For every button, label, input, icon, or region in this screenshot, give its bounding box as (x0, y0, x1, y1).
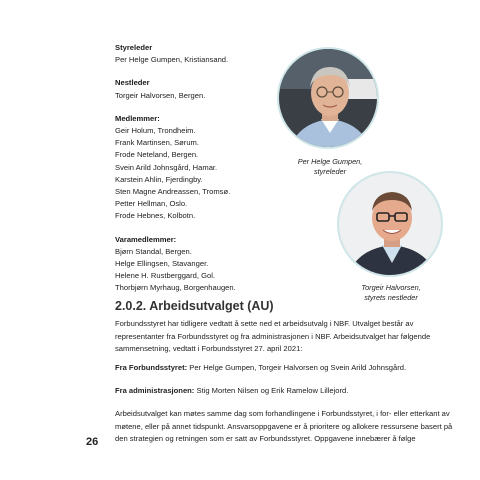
caption-chair-role: styreleder (313, 167, 347, 176)
paragraph-from-board (115, 362, 455, 375)
member-item: Svein Arild Johnsgård, Hamar. (115, 162, 218, 172)
deputies-heading: Varamedlemmer: (115, 234, 177, 244)
deputy-item: Bjørn Standal, Bergen. (115, 246, 192, 256)
members-heading: Medlemmer: (115, 113, 160, 123)
portrait-chair-image (279, 49, 379, 149)
vice-name: Torgeir Halvorsen, Bergen. (115, 90, 206, 100)
paragraph-from-admin (115, 385, 455, 398)
chair-heading: Styreleder (115, 43, 153, 52)
member-item: Sten Magne Andreassen, Tromsø. (115, 187, 231, 197)
paragraph-duties: Arbeidsutvalget kan møtes samme dag som forhandlingene i Forbundsstyret, i for- eller etterkant av møtene, eller på annet tidspunkt. Ansvarsoppgavene er å prioritere og allokere ressursene basert på den strategien og retningen som er satt av Forbundsstyret. Oppgavene innebærer å følge (115, 409, 453, 443)
member-item: Frode Hebnes, Kolbotn. (115, 211, 196, 221)
caption-vice-name: Torgeir Halvorsen, (361, 283, 421, 292)
member-item: Karstein Ahlin, Fjerdingby. (115, 174, 203, 184)
deputy-item: Helene H. Rustberggard, Gol. (115, 271, 216, 281)
caption-vice-role: styrets nestleder (364, 293, 418, 302)
portrait-vice-image (339, 173, 443, 277)
chair-name: Per Helge Gumpen, Kristiansand. (115, 55, 229, 65)
member-item: Geir Holum, Trondheim. (115, 126, 196, 136)
from-admin-text: Stig Morten Nilsen og Erik Ramelow Lillejord. (194, 386, 349, 395)
portrait-vice (337, 171, 443, 277)
member-item: Frode Neteland, Bergen. (115, 150, 199, 160)
vice-heading: Nestleder (115, 78, 150, 88)
caption-chair (280, 157, 380, 177)
from-board-text: Per Helge Gumpen, Torgeir Halvorsen og Svein Arild Johnsgård. (187, 363, 407, 372)
member-item: Petter Hellman, Oslo. (115, 199, 188, 209)
portrait-chair (277, 47, 379, 149)
page-number: 26 (86, 436, 99, 448)
member-item: Frank Martinsen, Sørum. (115, 138, 199, 148)
caption-vice (344, 283, 438, 303)
deputy-item: Helge Ellingsen, Stavanger. (115, 259, 209, 269)
board-list (115, 42, 285, 295)
from-board-label: Fra Forbundsstyret: (115, 363, 188, 372)
deputy-item: Thorbjørn Myrhaug, Borgenhaugen. (115, 283, 236, 293)
from-admin-label: Fra administrasjonen: (115, 386, 195, 395)
caption-chair-name: Per Helge Gumpen, (297, 157, 363, 166)
paragraph-intro: Forbundsstyret har tidligere vedtatt å sette ned et arbeidsutvalg i NBF. Utvalget består av representanter fra Forbundsstyret og fra administrasjonen i NBF. Arbeidsutvalget har følgende sammensetning, vedtatt i Forbundsstyret 27. april 2021: (115, 319, 431, 353)
section-title: 2.0.2. Arbeidsutvalget (AU) (115, 299, 274, 313)
